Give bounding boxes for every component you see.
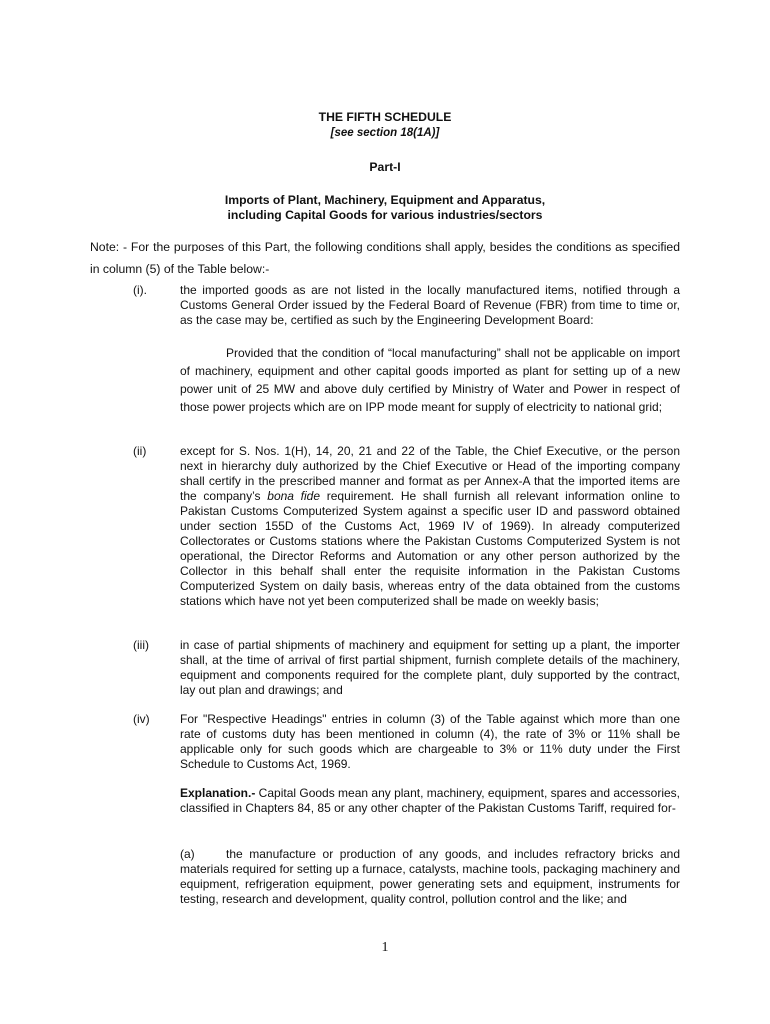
part-heading: Part-I bbox=[369, 160, 401, 174]
condition-number: (iv) bbox=[133, 712, 150, 726]
condition-text-start: except for S. Nos. 1(H), 14, 20, 21 and 22 of the Table, the Chief Executive, or the person next in hierarchy duly authorized by the Chief Executive or Head of the importing company shall certify in the prescribed manner and format as per Annex-A that the imported items are the company’s bbox=[180, 444, 680, 503]
condition-text: the imported goods as are not listed in the locally manufactured items, notified through a Customs General Order issued by the Federal Board of Revenue (FBR) from time to time or, as the case may be, certified as such by the Engineering Development Board: bbox=[180, 283, 680, 327]
section-reference: [see section 18(1A)] bbox=[330, 127, 440, 139]
sub-item-a bbox=[180, 847, 680, 907]
bona-fide-term: bona fide bbox=[267, 489, 321, 503]
condition-number: (i). bbox=[133, 283, 147, 297]
note-paragraph: Note: - For the purposes of this Part, the following conditions shall apply, besides the conditions as specified in column (5) of the Table below:- bbox=[90, 240, 680, 276]
subtitle-line-1: Imports of Plant, Machinery, Equipment and Apparatus, bbox=[224, 193, 546, 207]
page-number: 1 bbox=[381, 940, 389, 955]
explanation-text: Capital Goods mean any plant, machinery, equipment, spares and accessories, classified in Chapters 84, 85 or any other chapter of the Pakistan Customs Tariff, required for- bbox=[180, 786, 681, 815]
proviso-paragraph: Provided that the condition of “local manufacturing” shall not be applicable on import of machinery, equipment and other capital goods imported as plant for setting up of a new power unit of 25 MW and above duly certified by Ministry of Water and Power in respect of those power projects which are on IPP mode meant for supply of electricity to national grid; bbox=[180, 346, 680, 414]
subtitle-line-2: including Capital Goods for various industries/sectors bbox=[227, 208, 543, 222]
condition-text-end: requirement. He shall furnish all relevant information online to Pakistan Customs Computerized System against a specific user ID and password obtained under section 155D of the Customs Act, 1969 IV of 1969). In already computerized Collectorates or Customs stations where the Pakistan Customs Computerized System is not operational, the Director Reforms and Automation or any other person authorized by the Collector in this behalf shall enter the requisite information in the Pakistan Customs Computerized System on daily basis, whereas entry of the data obtained from the customs stations which have not yet been computerized shall be made on weekly basis; bbox=[180, 489, 680, 608]
condition-text: in case of partial shipments of machinery and equipment for setting up a plant, the importer shall, at the time of arrival of first partial shipment, furnish complete details of the machinery, equipment and components required for the complete plant, duly supported by the contract, lay out plan and drawings; and bbox=[180, 638, 680, 697]
explanation-label: Explanation.- bbox=[180, 786, 256, 800]
condition-number: (iii) bbox=[133, 638, 149, 652]
schedule-title: THE FIFTH SCHEDULE bbox=[318, 110, 452, 124]
sub-item-label: (a) bbox=[180, 847, 195, 861]
condition-number: (ii) bbox=[133, 444, 147, 458]
sub-item-text: the manufacture or production of any goods, and includes refractory bricks and materials required for setting up a furnace, catalysts, machine tools, packaging machinery and equipment, refrigeration equipment, power generating sets and equipment, instruments for testing, research and development, quality control, pollution control and the like; and bbox=[180, 847, 680, 906]
condition-text bbox=[180, 444, 680, 609]
explanation-paragraph bbox=[180, 786, 680, 816]
condition-text: For "Respective Headings" entries in column (3) of the Table against which more than one rate of customs duty has been mentioned in column (4), the rate of 3% or 11% shall be applicable only for such goods which are chargeable to 3% or 11% duty under the First Schedule to Customs Act, 1969. bbox=[180, 712, 680, 771]
